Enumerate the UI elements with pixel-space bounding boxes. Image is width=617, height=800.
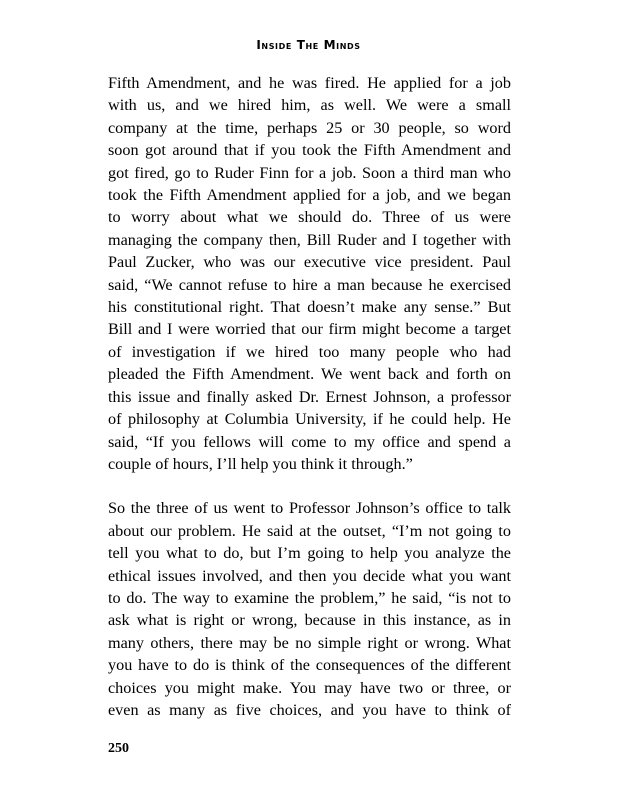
text-line: Fifth Amendment, and he was fired. He applied for a job <box>108 74 511 92</box>
text-line: to worry about what we should do. Three of us were <box>108 208 511 227</box>
text-line: many others, there may be no simple right or wrong. What <box>108 633 511 652</box>
text-line: So the three of us went to Professor Johnson’s office to talk <box>108 499 511 518</box>
text-line: ask what is right or wrong, because in this instance, as in <box>108 611 511 630</box>
text-line: Bill and I were worried that our firm might become a target <box>108 320 511 339</box>
text-line: to do. The way to examine the problem,” he said, “is not to <box>108 588 511 607</box>
text-line: company at the time, perhaps 25 or 30 people, so word <box>108 118 511 137</box>
text-line: even as many as five choices, and you have to think of <box>108 700 511 719</box>
text-line: choices you might make. You may have two or three, or <box>108 678 511 697</box>
running-head: Inside The Minds <box>256 38 361 52</box>
text-line: this issue and finally asked Dr. Ernest Johnson, a professor <box>108 387 511 406</box>
text-line: Paul Zucker, who was our executive vice president. Paul <box>108 253 511 272</box>
text-line: said, “If you fellows will come to my office and spend a <box>108 432 511 451</box>
text-line: said, “We cannot refuse to hire a man because he exercised <box>108 275 511 294</box>
body-text <box>108 72 511 721</box>
text-line: took the Fifth Amendment applied for a job, and we began <box>108 186 511 205</box>
text-line: with us, and we hired him, as well. We were a small <box>108 96 511 115</box>
text-line: about our problem. He said at the outset, “I’m not going to <box>108 521 511 540</box>
text-line: of philosophy at Columbia University, if he could help. He <box>108 410 511 429</box>
text-line: tell you what to do, but I’m going to help you analyze the <box>108 544 511 563</box>
text-line: couple of hours, I’ll help you think it through.” <box>108 454 413 473</box>
paragraph-2 <box>108 497 511 721</box>
paragraph-gap <box>108 475 511 497</box>
text-line: you have to do is think of the consequences of the different <box>108 656 511 675</box>
page-number: 250 <box>108 741 129 756</box>
text-line: his constitutional right. That doesn’t make any sense.” But <box>108 298 511 317</box>
text-line: ethical issues involved, and then you decide what you want <box>108 566 511 585</box>
text-line: of investigation if we hired too many people who had <box>108 342 511 361</box>
text-line: soon got around that if you took the Fifth Amendment and <box>108 141 511 160</box>
text-line: got fired, go to Ruder Finn for a job. Soon a third man who <box>108 163 511 182</box>
text-line: pleaded the Fifth Amendment. We went back and forth on <box>108 365 511 384</box>
text-line: managing the company then, Bill Ruder and I together with <box>108 230 511 249</box>
paragraph-1 <box>108 72 511 475</box>
